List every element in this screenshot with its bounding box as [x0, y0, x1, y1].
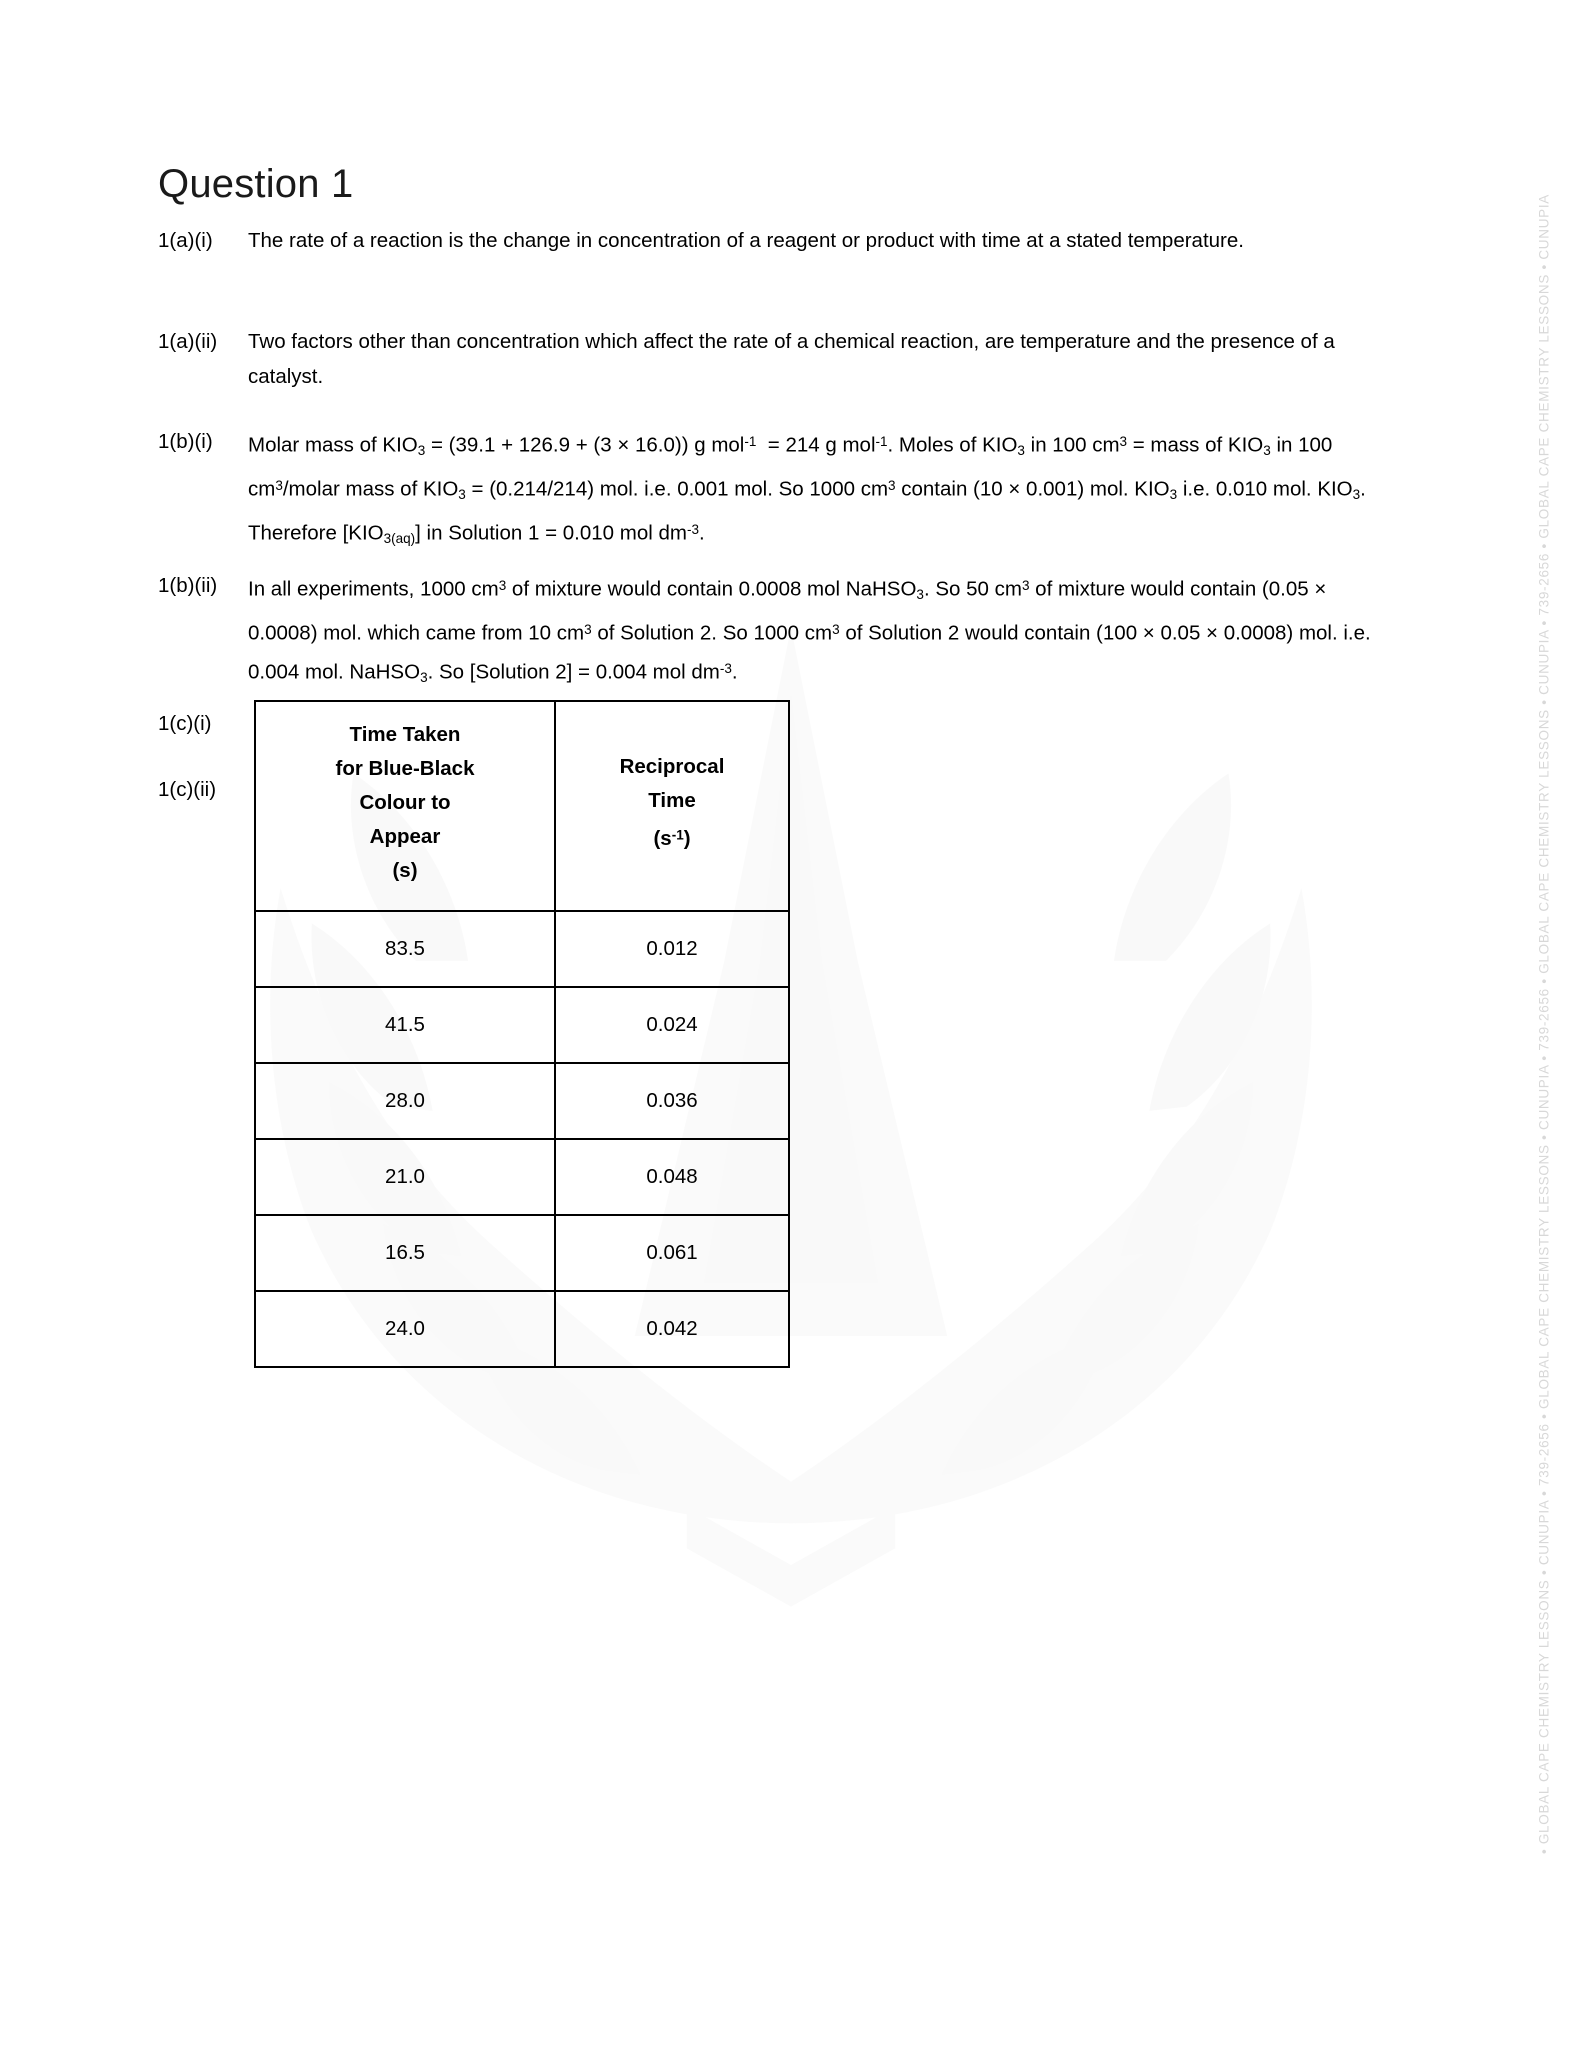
table-row — [255, 987, 789, 1063]
header-recip-unit-exponent: -1 — [671, 827, 684, 843]
cell-time: 83.5 — [255, 911, 555, 987]
question-1a-i — [158, 223, 1373, 258]
cell-time: 24.0 — [255, 1291, 555, 1367]
side-watermark-label: • GLOBAL CAPE CHEMISTRY LESSONS • CUNUPIA • 739-2656 • GLOBAL CAPE CHEMISTRY LESSONS • CUNUPIA • 739-2656 • GLOBAL CAPE CHEMISTRY LESSONS • CUNUPIA • 739-2656 • GLOBAL CAPE CHEMISTRY LESSONS • CUNUPIA — [1536, 193, 1552, 1855]
question-1c-ii-label: 1(c)(ii) — [158, 778, 217, 801]
table-row — [255, 1215, 789, 1291]
header-recip-unit-open: (s — [653, 826, 672, 850]
question-1b-i — [158, 424, 1373, 556]
question-1c-i-label: 1(c)(i) — [158, 712, 212, 735]
cell-reciprocal: 0.042 — [555, 1291, 789, 1367]
cell-reciprocal: 0.061 — [555, 1215, 789, 1291]
results-table-wrapper — [254, 700, 790, 1368]
question-1b-i-body: Molar mass of $KIO_3 = (39.1 + 126.9 + (3 \times 16.0))$ g mol$^{-1}$ = 214 g mol$^{-1}$. Moles of $KIO_3$ in 100 $cm^3$ = mass of $KIO_3$ in 100 $cm^3$/molar mass of $KIO_3 = (0.214/214)$ mol. i.e. 0.001 mol. So 1000 $cm^3$ contain (10 × 0.001) mol. $KIO_3$ i.e. 0.010 mol. $KIO_3$. Therefore $[KIO_{3(aq)}]$ in Solution 1 = 0.010 mol $dm^{-3}$. — [248, 433, 1366, 547]
table-row — [255, 911, 789, 987]
header-time-line2: for Blue-Black — [335, 757, 475, 780]
cell-reciprocal: 0.048 — [555, 1139, 789, 1215]
header-time-line3: Colour to — [359, 791, 451, 814]
question-1a-ii-body: Two factors other than concentration which affect the rate of a chemical reaction, are temperature and the presence of a catalyst. — [248, 330, 1335, 388]
cell-time: 28.0 — [255, 1063, 555, 1139]
question-1a-ii-label: 1(a)(ii) — [158, 330, 218, 353]
header-time-taken — [255, 701, 555, 911]
table-body — [255, 911, 789, 1367]
table-row — [255, 1063, 789, 1139]
header-recip-line1: Reciprocal — [619, 755, 725, 779]
header-time-line4: Appear — [369, 825, 441, 848]
cell-time: 41.5 — [255, 987, 555, 1063]
question-1a-i-label: 1(a)(i) — [158, 229, 213, 252]
results-table — [254, 700, 790, 1368]
table-header-row — [255, 701, 789, 911]
question-1b-ii-label: 1(b)(ii) — [158, 574, 218, 597]
header-recip-line2: Time — [648, 789, 696, 813]
header-reciprocal-time — [555, 701, 789, 911]
question-1b-ii-body: In all experiments, 1000 $cm^3$ of mixture would contain 0.0008 mol NaHSO$_3$. So 50 $cm^3$ of mixture would contain (0.05 × 0.0008) mol. which came from 10 $cm^3$ of Solution 2. So 1000 $cm^3$ of Solution 2 would contain (100 × 0.05 × 0.0008) mol. i.e. 0.004 mol. NaHSO$_3$. So [Solution 2] = 0.004 mol $dm^{-3}$. — [248, 577, 1371, 685]
header-time-line1: Time Taken — [349, 723, 461, 746]
question-1a-ii — [158, 324, 1373, 394]
table-row — [255, 1291, 789, 1367]
cell-reciprocal: 0.012 — [555, 911, 789, 987]
table-row — [255, 1139, 789, 1215]
header-recip-unit-close: ) — [683, 826, 691, 850]
header-time-unit: (s) — [392, 859, 418, 882]
cell-time: 16.5 — [255, 1215, 555, 1291]
cell-reciprocal: 0.024 — [555, 987, 789, 1063]
cell-reciprocal: 0.036 — [555, 1063, 789, 1139]
question-1b-ii — [158, 568, 1373, 695]
cell-time: 21.0 — [255, 1139, 555, 1215]
question-1a-i-body: The rate of a reaction is the change in concentration of a reagent or product with time at a stated temperature. — [248, 229, 1244, 252]
page-title: Question 1 — [158, 161, 354, 206]
side-watermark-text — [1524, 0, 1564, 2048]
header-recip-unit — [653, 827, 690, 850]
question-1b-i-label: 1(b)(i) — [158, 430, 213, 453]
